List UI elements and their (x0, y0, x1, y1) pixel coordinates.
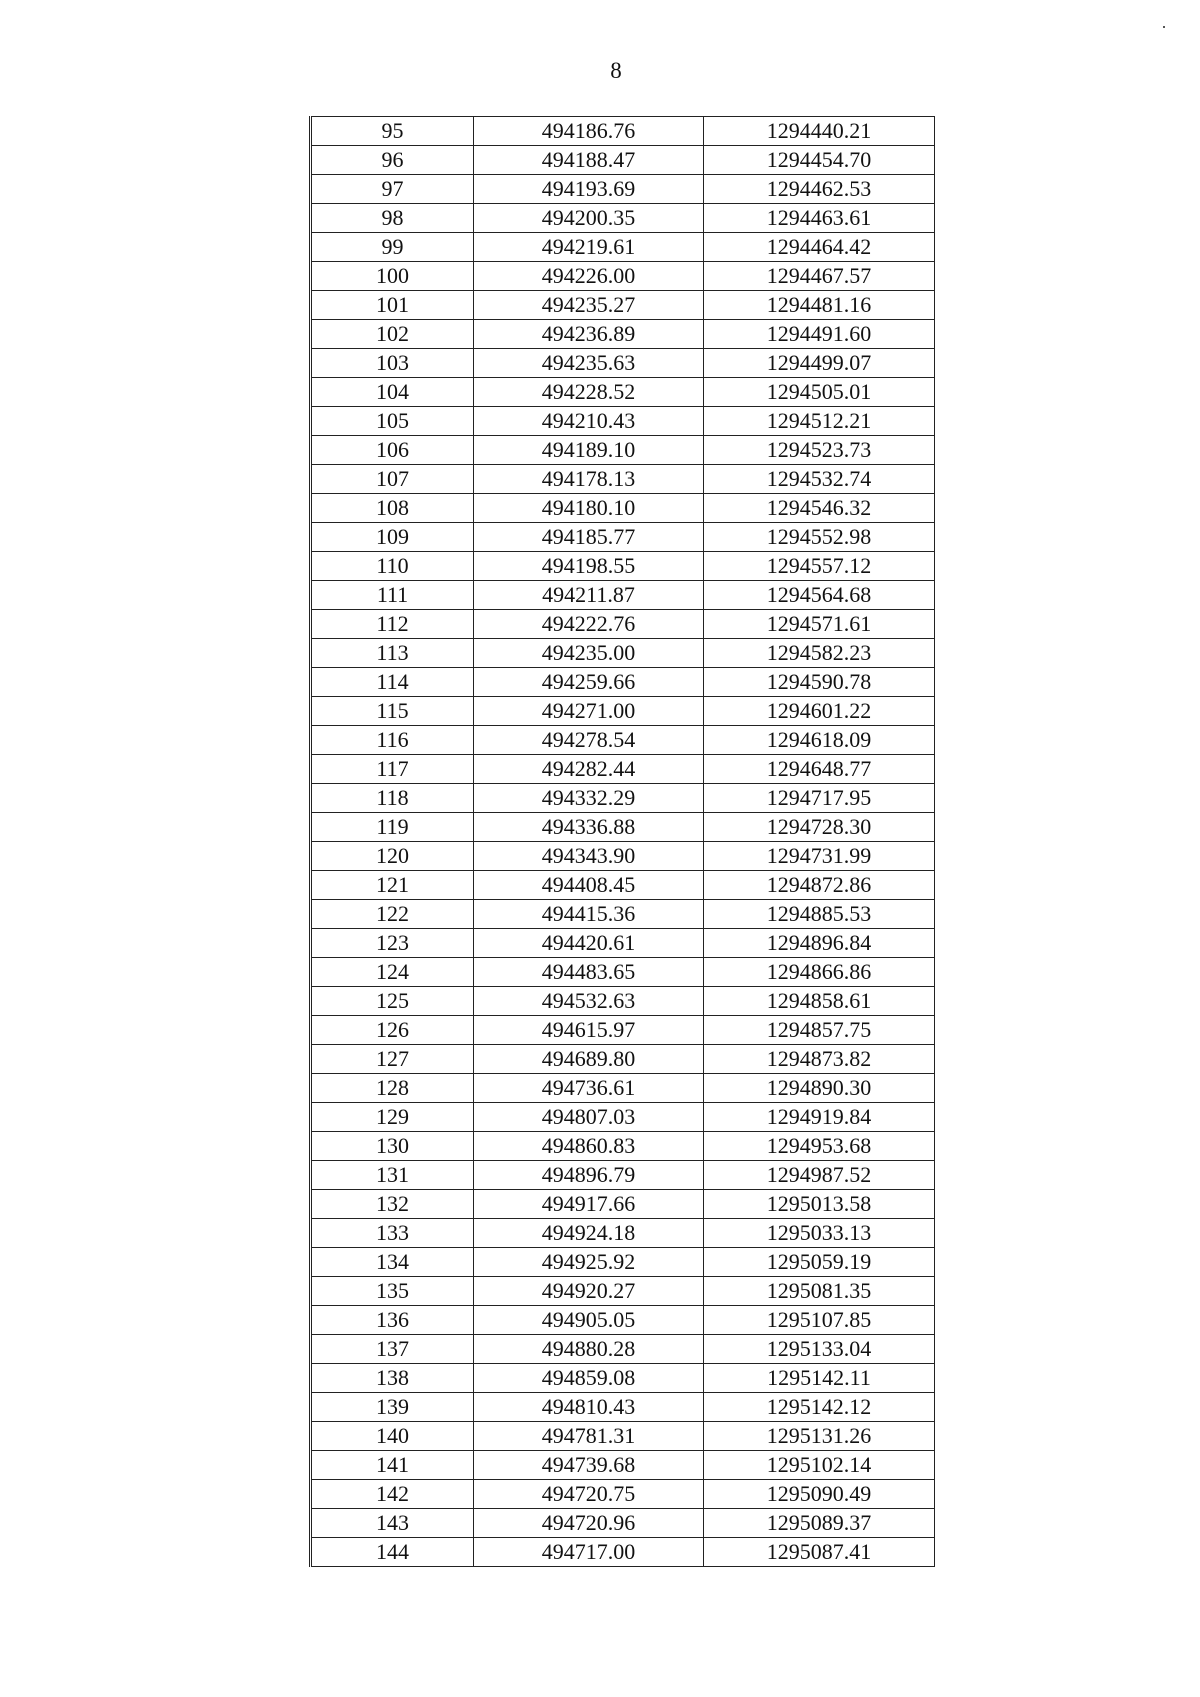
x-coordinate-cell: 494859.08 (474, 1364, 704, 1393)
y-coordinate-cell: 1294454.70 (704, 146, 935, 175)
table-row (311, 494, 935, 523)
point-number-cell: 125 (311, 987, 474, 1016)
y-coordinate-cell: 1294505.01 (704, 378, 935, 407)
table-row (311, 1074, 935, 1103)
y-coordinate-cell: 1294873.82 (704, 1045, 935, 1074)
table-row (311, 987, 935, 1016)
x-coordinate-cell: 494689.80 (474, 1045, 704, 1074)
x-coordinate-cell: 494198.55 (474, 552, 704, 581)
page-number: 8 (610, 58, 622, 83)
point-number-cell: 98 (311, 204, 474, 233)
table-row (311, 813, 935, 842)
y-coordinate-cell: 1294601.22 (704, 697, 935, 726)
point-number-cell: 143 (311, 1509, 474, 1538)
y-coordinate-cell: 1294462.53 (704, 175, 935, 204)
x-coordinate-cell: 494408.45 (474, 871, 704, 900)
point-number-cell: 131 (311, 1161, 474, 1190)
point-number-cell: 139 (311, 1393, 474, 1422)
point-number-cell: 132 (311, 1190, 474, 1219)
x-coordinate-cell: 494186.76 (474, 117, 704, 146)
y-coordinate-cell: 1294532.74 (704, 465, 935, 494)
x-coordinate-cell: 494193.69 (474, 175, 704, 204)
x-coordinate-cell: 494905.05 (474, 1306, 704, 1335)
y-coordinate-cell: 1294512.21 (704, 407, 935, 436)
y-coordinate-cell: 1294728.30 (704, 813, 935, 842)
point-number-cell: 96 (311, 146, 474, 175)
point-number-cell: 144 (311, 1538, 474, 1567)
table-row (311, 1509, 935, 1538)
y-coordinate-cell: 1294618.09 (704, 726, 935, 755)
table-row (311, 1306, 935, 1335)
x-coordinate-cell: 494781.31 (474, 1422, 704, 1451)
y-coordinate-cell: 1294499.07 (704, 349, 935, 378)
table-row (311, 1161, 935, 1190)
table-row (311, 784, 935, 813)
table-row (311, 320, 935, 349)
point-number-cell: 121 (311, 871, 474, 900)
table-row (311, 436, 935, 465)
point-number-cell: 142 (311, 1480, 474, 1509)
table-row (311, 233, 935, 262)
y-coordinate-cell: 1294896.84 (704, 929, 935, 958)
y-coordinate-cell: 1294953.68 (704, 1132, 935, 1161)
point-number-cell: 138 (311, 1364, 474, 1393)
x-coordinate-cell: 494720.75 (474, 1480, 704, 1509)
table-row (311, 871, 935, 900)
table-row (311, 726, 935, 755)
x-coordinate-cell: 494917.66 (474, 1190, 704, 1219)
y-coordinate-cell: 1295033.13 (704, 1219, 935, 1248)
x-coordinate-cell: 494178.13 (474, 465, 704, 494)
x-coordinate-cell: 494880.28 (474, 1335, 704, 1364)
x-coordinate-cell: 494282.44 (474, 755, 704, 784)
table-row (311, 610, 935, 639)
table-row (311, 465, 935, 494)
point-number-cell: 127 (311, 1045, 474, 1074)
x-coordinate-cell: 494278.54 (474, 726, 704, 755)
table-row (311, 146, 935, 175)
table-row (311, 378, 935, 407)
x-coordinate-cell: 494415.36 (474, 900, 704, 929)
table-row (311, 900, 935, 929)
point-number-cell: 122 (311, 900, 474, 929)
point-number-cell: 107 (311, 465, 474, 494)
x-coordinate-cell: 494235.27 (474, 291, 704, 320)
x-coordinate-cell: 494210.43 (474, 407, 704, 436)
table-row (311, 1393, 935, 1422)
table-row (311, 1422, 935, 1451)
y-coordinate-cell: 1295090.49 (704, 1480, 935, 1509)
y-coordinate-cell: 1294890.30 (704, 1074, 935, 1103)
point-number-cell: 116 (311, 726, 474, 755)
table-row (311, 929, 935, 958)
point-number-cell: 109 (311, 523, 474, 552)
coordinates-table (309, 116, 935, 1567)
point-number-cell: 103 (311, 349, 474, 378)
table-row (311, 523, 935, 552)
y-coordinate-cell: 1294467.57 (704, 262, 935, 291)
x-coordinate-cell: 494615.97 (474, 1016, 704, 1045)
y-coordinate-cell: 1294523.73 (704, 436, 935, 465)
y-coordinate-cell: 1294872.86 (704, 871, 935, 900)
table-row (311, 1364, 935, 1393)
y-coordinate-cell: 1295107.85 (704, 1306, 935, 1335)
y-coordinate-cell: 1295133.04 (704, 1335, 935, 1364)
point-number-cell: 95 (311, 117, 474, 146)
y-coordinate-cell: 1295089.37 (704, 1509, 935, 1538)
point-number-cell: 118 (311, 784, 474, 813)
point-number-cell: 108 (311, 494, 474, 523)
table-row (311, 1103, 935, 1132)
point-number-cell: 101 (311, 291, 474, 320)
y-coordinate-cell: 1294648.77 (704, 755, 935, 784)
point-number-cell: 113 (311, 639, 474, 668)
coordinates-table-body (311, 117, 935, 1567)
y-coordinate-cell: 1294857.75 (704, 1016, 935, 1045)
y-coordinate-cell: 1294858.61 (704, 987, 935, 1016)
point-number-cell: 106 (311, 436, 474, 465)
y-coordinate-cell: 1294571.61 (704, 610, 935, 639)
table-row (311, 1451, 935, 1480)
x-coordinate-cell: 494717.00 (474, 1538, 704, 1567)
point-number-cell: 120 (311, 842, 474, 871)
point-number-cell: 117 (311, 755, 474, 784)
x-coordinate-cell: 494228.52 (474, 378, 704, 407)
x-coordinate-cell: 494188.47 (474, 146, 704, 175)
point-number-cell: 99 (311, 233, 474, 262)
table-row (311, 1045, 935, 1074)
table-row (311, 1277, 935, 1306)
table-row (311, 262, 935, 291)
table-row (311, 668, 935, 697)
x-coordinate-cell: 494185.77 (474, 523, 704, 552)
x-coordinate-cell: 494925.92 (474, 1248, 704, 1277)
x-coordinate-cell: 494896.79 (474, 1161, 704, 1190)
point-number-cell: 110 (311, 552, 474, 581)
table-row (311, 1190, 935, 1219)
table-row (311, 349, 935, 378)
y-coordinate-cell: 1294919.84 (704, 1103, 935, 1132)
point-number-cell: 111 (311, 581, 474, 610)
x-coordinate-cell: 494336.88 (474, 813, 704, 842)
table-row (311, 639, 935, 668)
table-row (311, 958, 935, 987)
x-coordinate-cell: 494180.10 (474, 494, 704, 523)
table-row (311, 842, 935, 871)
x-coordinate-cell: 494219.61 (474, 233, 704, 262)
x-coordinate-cell: 494235.00 (474, 639, 704, 668)
table-row (311, 1480, 935, 1509)
y-coordinate-cell: 1295131.26 (704, 1422, 935, 1451)
y-coordinate-cell: 1294987.52 (704, 1161, 935, 1190)
point-number-cell: 97 (311, 175, 474, 204)
y-coordinate-cell: 1294731.99 (704, 842, 935, 871)
point-number-cell: 100 (311, 262, 474, 291)
y-coordinate-cell: 1294464.42 (704, 233, 935, 262)
point-number-cell: 136 (311, 1306, 474, 1335)
x-coordinate-cell: 494736.61 (474, 1074, 704, 1103)
y-coordinate-cell: 1294885.53 (704, 900, 935, 929)
x-coordinate-cell: 494720.96 (474, 1509, 704, 1538)
y-coordinate-cell: 1295081.35 (704, 1277, 935, 1306)
point-number-cell: 112 (311, 610, 474, 639)
point-number-cell: 126 (311, 1016, 474, 1045)
table-row (311, 697, 935, 726)
y-coordinate-cell: 1294546.32 (704, 494, 935, 523)
point-number-cell: 102 (311, 320, 474, 349)
point-number-cell: 129 (311, 1103, 474, 1132)
table-row (311, 204, 935, 233)
y-coordinate-cell: 1295102.14 (704, 1451, 935, 1480)
point-number-cell: 105 (311, 407, 474, 436)
x-coordinate-cell: 494189.10 (474, 436, 704, 465)
x-coordinate-cell: 494420.61 (474, 929, 704, 958)
point-number-cell: 115 (311, 697, 474, 726)
y-coordinate-cell: 1295142.11 (704, 1364, 935, 1393)
point-number-cell: 135 (311, 1277, 474, 1306)
x-coordinate-cell: 494739.68 (474, 1451, 704, 1480)
table-row (311, 1016, 935, 1045)
x-coordinate-cell: 494222.76 (474, 610, 704, 639)
scan-speck (1163, 26, 1165, 28)
y-coordinate-cell: 1294590.78 (704, 668, 935, 697)
table-row (311, 1132, 935, 1161)
y-coordinate-cell: 1294463.61 (704, 204, 935, 233)
table-row (311, 1538, 935, 1567)
y-coordinate-cell: 1295059.19 (704, 1248, 935, 1277)
table-row (311, 552, 935, 581)
y-coordinate-cell: 1295142.12 (704, 1393, 935, 1422)
y-coordinate-cell: 1294564.68 (704, 581, 935, 610)
point-number-cell: 133 (311, 1219, 474, 1248)
y-coordinate-cell: 1295087.41 (704, 1538, 935, 1567)
y-coordinate-cell: 1294557.12 (704, 552, 935, 581)
x-coordinate-cell: 494236.89 (474, 320, 704, 349)
x-coordinate-cell: 494924.18 (474, 1219, 704, 1248)
table-row (311, 581, 935, 610)
y-coordinate-cell: 1294866.86 (704, 958, 935, 987)
x-coordinate-cell: 494810.43 (474, 1393, 704, 1422)
x-coordinate-cell: 494271.00 (474, 697, 704, 726)
x-coordinate-cell: 494226.00 (474, 262, 704, 291)
table-row (311, 175, 935, 204)
table-row (311, 117, 935, 146)
table-row (311, 407, 935, 436)
point-number-cell: 128 (311, 1074, 474, 1103)
x-coordinate-cell: 494532.63 (474, 987, 704, 1016)
y-coordinate-cell: 1294717.95 (704, 784, 935, 813)
point-number-cell: 123 (311, 929, 474, 958)
x-coordinate-cell: 494483.65 (474, 958, 704, 987)
point-number-cell: 134 (311, 1248, 474, 1277)
x-coordinate-cell: 494211.87 (474, 581, 704, 610)
y-coordinate-cell: 1294481.16 (704, 291, 935, 320)
point-number-cell: 124 (311, 958, 474, 987)
point-number-cell: 114 (311, 668, 474, 697)
table-row (311, 1248, 935, 1277)
x-coordinate-cell: 494807.03 (474, 1103, 704, 1132)
y-coordinate-cell: 1294491.60 (704, 320, 935, 349)
point-number-cell: 137 (311, 1335, 474, 1364)
point-number-cell: 119 (311, 813, 474, 842)
y-coordinate-cell: 1294582.23 (704, 639, 935, 668)
x-coordinate-cell: 494235.63 (474, 349, 704, 378)
x-coordinate-cell: 494920.27 (474, 1277, 704, 1306)
point-number-cell: 130 (311, 1132, 474, 1161)
x-coordinate-cell: 494259.66 (474, 668, 704, 697)
table-row (311, 1335, 935, 1364)
point-number-cell: 141 (311, 1451, 474, 1480)
x-coordinate-cell: 494200.35 (474, 204, 704, 233)
y-coordinate-cell: 1294552.98 (704, 523, 935, 552)
y-coordinate-cell: 1295013.58 (704, 1190, 935, 1219)
point-number-cell: 140 (311, 1422, 474, 1451)
y-coordinate-cell: 1294440.21 (704, 117, 935, 146)
table-row (311, 291, 935, 320)
point-number-cell: 104 (311, 378, 474, 407)
table-row (311, 755, 935, 784)
x-coordinate-cell: 494332.29 (474, 784, 704, 813)
table-row (311, 1219, 935, 1248)
x-coordinate-cell: 494860.83 (474, 1132, 704, 1161)
x-coordinate-cell: 494343.90 (474, 842, 704, 871)
